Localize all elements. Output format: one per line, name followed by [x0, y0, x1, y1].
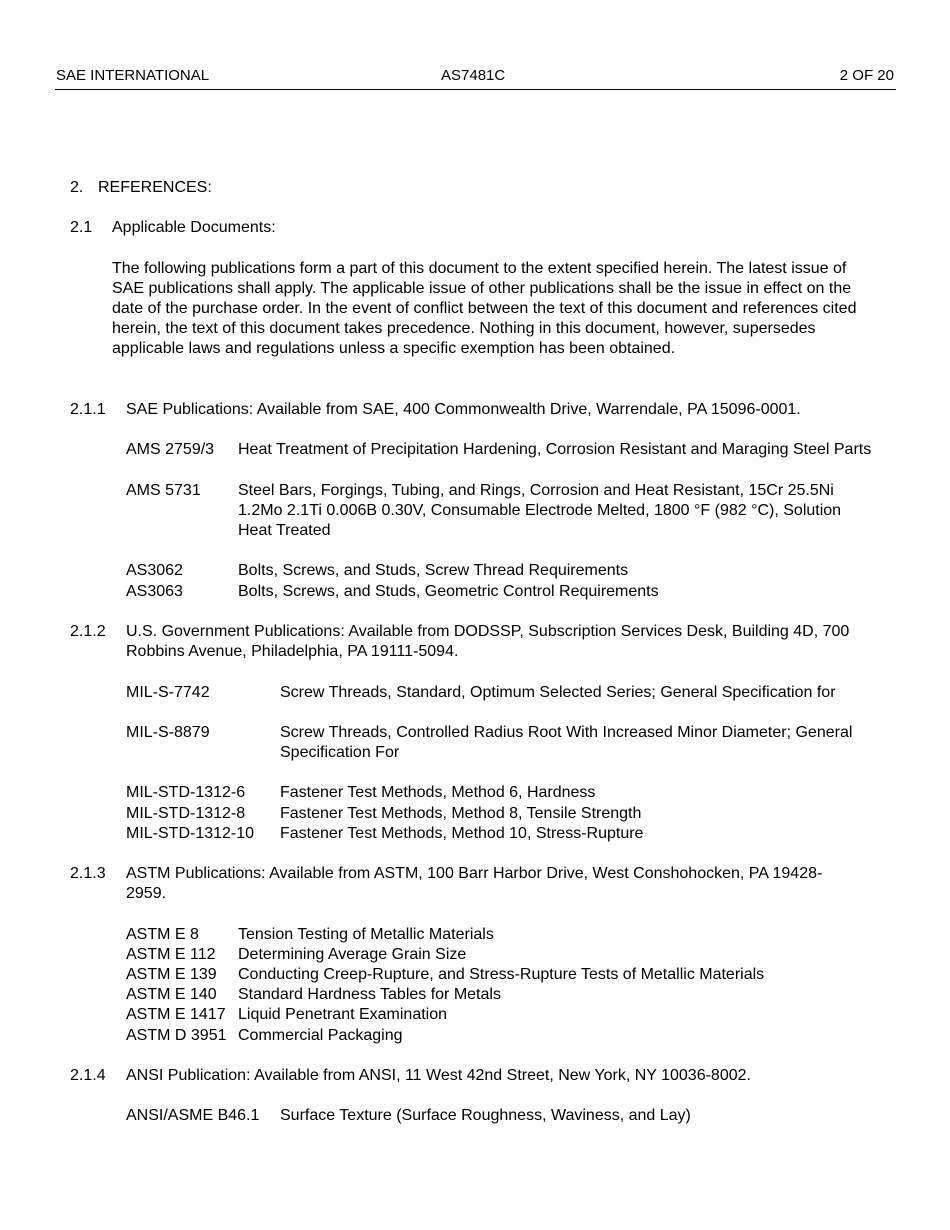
reference-code: ASTM D 3951 — [126, 1027, 227, 1044]
reference-title: Commercial Packaging — [238, 1027, 403, 1044]
reference-code: AMS 2759/3 — [126, 441, 215, 458]
header-rule — [55, 89, 896, 90]
reference-code: ASTM E 1417 — [126, 1006, 226, 1023]
subsection-number-2-1-1: 2.1.1 — [70, 401, 106, 418]
reference-title: Steel Bars, Forgings, Tubing, and Rings, Corrosion and Heat Resistant, 15Cr 25.5Ni 1.2Mo 2.1Ti 0.006B 0.30V, Consumable Electrode Melted, 1800 °F (982 °C), Solution Heat Treated — [238, 482, 842, 539]
reference-title: Tension Testing of Metallic Materials — [238, 926, 494, 943]
section-number: 2. — [70, 179, 84, 196]
reference-title: Surface Texture (Surface Roughness, Waviness, and Lay) — [280, 1107, 691, 1124]
applicable-documents-paragraph: The following publications form a part of this document to the extent specified herein. The latest issue of SAE publications shall apply. The applicable issue of other publications shall be the issue in effect on the date of the purchase order. In the event of conflict between the text of this document and references cited herein, the text of this document takes precedence. Nothing in this document, however, supersedes applicable laws and regulations unless a specific exemption has been obtained. — [112, 260, 857, 357]
page-header — [55, 66, 896, 86]
reference-code: ASTM E 140 — [126, 986, 217, 1003]
reference-code: AS3063 — [126, 583, 183, 600]
reference-title: Fastener Test Methods, Method 6, Hardness — [280, 784, 596, 801]
reference-code: MIL-STD-1312-8 — [126, 805, 246, 822]
section-title: REFERENCES: — [98, 179, 212, 196]
subsection-number-2-1-4: 2.1.4 — [70, 1067, 106, 1084]
subsection-number-2-1: 2.1 — [70, 219, 93, 236]
header-page-number: 2 OF 20 — [839, 67, 894, 84]
astm-publications-heading: ASTM Publications: Available from ASTM, 100 Barr Harbor Drive, West Conshohocken, PA 19428-2959. — [126, 865, 823, 902]
us-government-publications-heading: U.S. Government Publications: Available from DODSSP, Subscription Services Desk, Building 4D, 700 Robbins Avenue, Philadelphia, PA 19111-5094. — [126, 623, 850, 660]
header-document-id: AS7481C — [441, 67, 506, 84]
reference-title: Bolts, Screws, and Studs, Geometric Control Requirements — [238, 583, 659, 600]
reference-code: MIL-S-8879 — [126, 724, 210, 741]
subsection-number-2-1-2: 2.1.2 — [70, 623, 106, 640]
reference-title: Screw Threads, Controlled Radius Root With Increased Minor Diameter; General Specification For — [280, 724, 853, 761]
ansi-publication-heading: ANSI Publication: Available from ANSI, 11 West 42nd Street, New York, NY 10036-8002. — [126, 1067, 751, 1084]
reference-code: AS3062 — [126, 562, 183, 579]
sae-publications-heading: SAE Publications: Available from SAE, 400 Commonwealth Drive, Warrendale, PA 15096-0001. — [126, 401, 801, 418]
reference-code: MIL-S-7742 — [126, 684, 210, 701]
reference-code: ASTM E 139 — [126, 966, 217, 983]
reference-code: ASTM E 8 — [126, 926, 199, 943]
reference-title: Standard Hardness Tables for Metals — [238, 986, 501, 1003]
header-organization: SAE INTERNATIONAL — [56, 67, 210, 84]
reference-title: Screw Threads, Standard, Optimum Selected Series; General Specification for — [280, 684, 836, 701]
reference-code: MIL-STD-1312-6 — [126, 784, 246, 801]
reference-code: MIL-STD-1312-10 — [126, 825, 255, 842]
subsection-title-2-1: Applicable Documents: — [112, 219, 276, 236]
reference-title: Fastener Test Methods, Method 8, Tensile Strength — [280, 805, 642, 822]
reference-code: ANSI/ASME B46.1 — [126, 1107, 260, 1124]
reference-title: Heat Treatment of Precipitation Hardening, Corrosion Resistant and Maraging Steel Parts — [238, 441, 872, 458]
reference-title: Conducting Creep-Rupture, and Stress-Rupture Tests of Metallic Materials — [238, 966, 765, 983]
reference-title: Determining Average Grain Size — [238, 946, 467, 963]
reference-title: Liquid Penetrant Examination — [238, 1006, 448, 1023]
reference-code: AMS 5731 — [126, 482, 201, 499]
subsection-number-2-1-3: 2.1.3 — [70, 865, 106, 882]
reference-title: Bolts, Screws, and Studs, Screw Thread Requirements — [238, 562, 629, 579]
reference-title: Fastener Test Methods, Method 10, Stress-Rupture — [280, 825, 644, 842]
reference-code: ASTM E 112 — [126, 946, 216, 963]
